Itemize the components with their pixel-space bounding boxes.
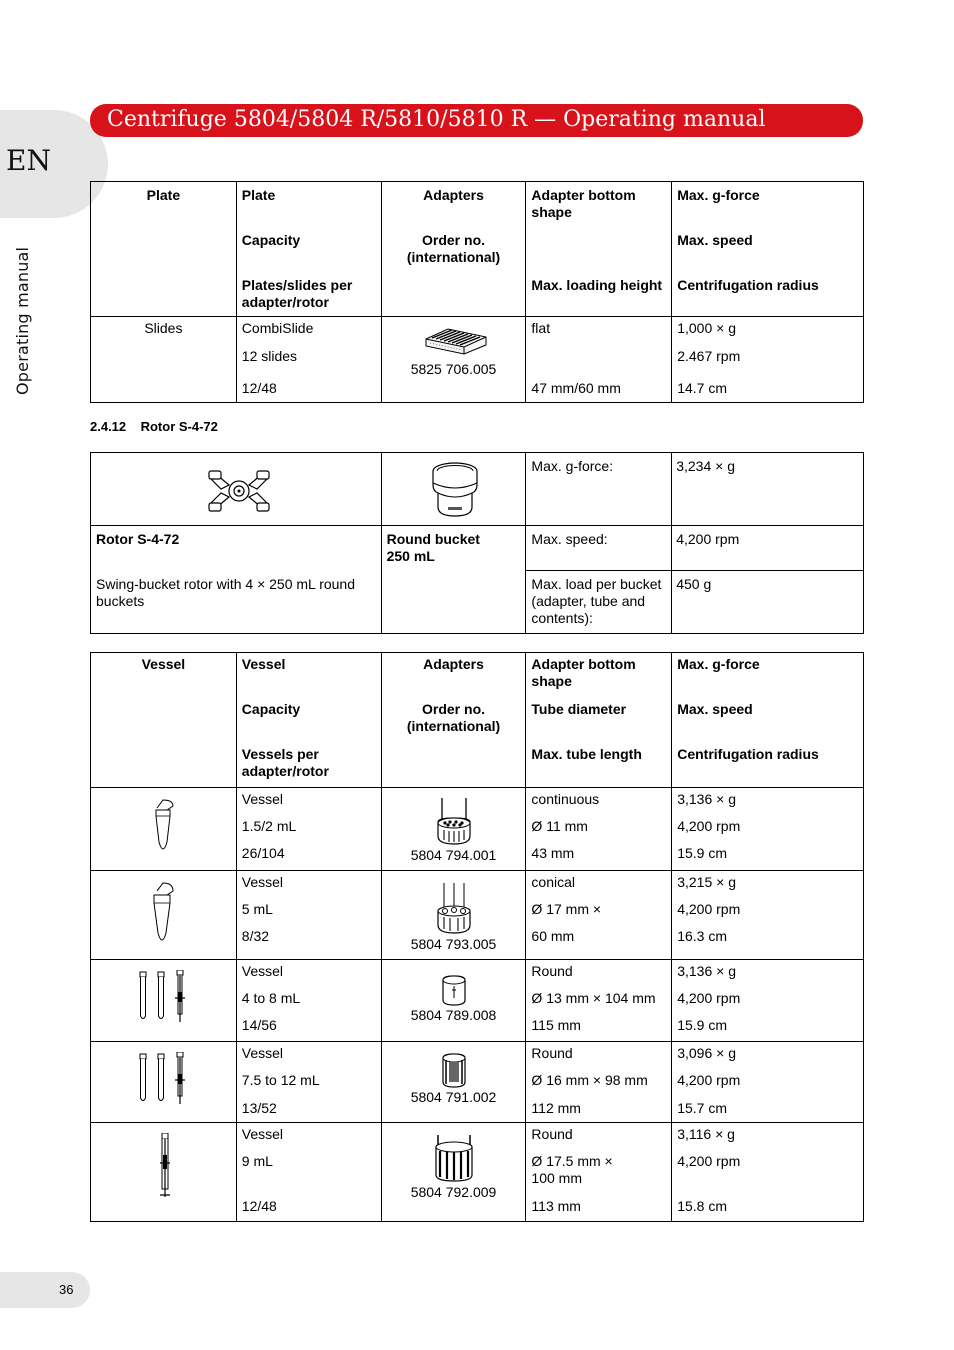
rotor-table bbox=[90, 452, 864, 634]
vessel-diameter: Ø 17.5 mm × 100 mm bbox=[531, 1153, 613, 1186]
vessel-length: 115 mm bbox=[531, 1017, 581, 1033]
vessel-per-rotor: 13/52 bbox=[241, 1100, 277, 1116]
vessel-table bbox=[90, 652, 864, 1222]
plate-header-radius: Centrifugation radius bbox=[677, 277, 819, 293]
vessel-gforce: 3,096 × g bbox=[677, 1045, 736, 1061]
vessel-speed: 4,200 rpm bbox=[677, 818, 741, 834]
vessel-radius: 15.9 cm bbox=[677, 1017, 728, 1033]
vessel-header-speed: Max. speed bbox=[677, 701, 753, 717]
vessel-length: 60 mm bbox=[531, 928, 575, 944]
vessel-table-header-row bbox=[91, 653, 864, 788]
vessel-header-order-no: Order no. (international) bbox=[406, 701, 501, 734]
vessel-header-adapters: Adapters bbox=[423, 656, 484, 672]
vessel-capacity: 7.5 to 12 mL bbox=[241, 1072, 320, 1088]
plate-header-speed: Max. speed bbox=[677, 232, 753, 248]
plate-header-per-rotor: Plates/slides per adapter/rotor bbox=[241, 277, 353, 310]
vessel-shape: conical bbox=[531, 874, 576, 890]
vessel-row bbox=[91, 1123, 864, 1222]
rotor-spec-speed-value: 4,200 rpm bbox=[676, 531, 740, 547]
vessel-header-per-rotor: Vessels per adapter/rotor bbox=[241, 746, 329, 779]
vessel-name: Vessel bbox=[241, 791, 284, 807]
vessel-gforce: 3,215 × g bbox=[677, 874, 736, 890]
vessel-speed: 4,200 rpm bbox=[677, 990, 741, 1006]
vessel-per-rotor: 8/32 bbox=[241, 928, 270, 944]
plate-header-plate: Plate bbox=[146, 187, 181, 203]
vessel-radius: 16.3 cm bbox=[677, 928, 728, 944]
section-heading: 2.4.12 Rotor S-4-72 bbox=[90, 419, 218, 434]
rotor-name: Rotor S-4-72 bbox=[96, 531, 180, 547]
plate-header-loading-height: Max. loading height bbox=[531, 277, 663, 293]
vessel-header-radius: Centrifugation radius bbox=[677, 746, 819, 762]
language-label: EN bbox=[6, 144, 51, 177]
plate-shape: flat bbox=[531, 320, 551, 336]
syringe-tube-icon bbox=[157, 1133, 173, 1199]
rotor-spec-gforce-value: 3,234 × g bbox=[676, 458, 735, 474]
plate-header-order-no: Order no. (international) bbox=[406, 232, 501, 265]
vessel-radius: 15.8 cm bbox=[677, 1198, 728, 1214]
vessel-per-rotor: 12/48 bbox=[241, 1198, 277, 1214]
adapter-794-icon bbox=[434, 796, 474, 846]
vessel-diameter: Ø 11 mm bbox=[531, 818, 588, 834]
vessel-speed: 4,200 rpm bbox=[677, 1153, 741, 1169]
vessel-header-diameter: Tube diameter bbox=[531, 701, 627, 717]
page-number-tab bbox=[0, 1272, 90, 1308]
vessel-gforce: 3,136 × g bbox=[677, 963, 736, 979]
vessel-name: Vessel bbox=[241, 874, 284, 890]
vessel-header-capacity: Capacity bbox=[241, 701, 301, 717]
plate-type: Slides bbox=[144, 320, 183, 336]
vessel-name: Vessel bbox=[241, 963, 284, 979]
bucket-name: Round bucket 250 mL bbox=[386, 531, 480, 564]
rotor-icon bbox=[207, 465, 271, 517]
vessel-row bbox=[91, 1042, 864, 1123]
plate-header-shape: Adapter bottom shape bbox=[531, 187, 636, 220]
plate-speed: 2.467 rpm bbox=[677, 348, 741, 364]
adapter-789-icon bbox=[440, 974, 468, 1006]
plate-radius: 14.7 cm bbox=[677, 380, 728, 396]
vessel-order-no: 5804 793.005 bbox=[410, 936, 497, 952]
vessel-header-length: Max. tube length bbox=[531, 746, 642, 762]
plate-header-plate-name: Plate bbox=[241, 187, 276, 203]
adapter-793-icon bbox=[434, 881, 474, 935]
vessel-header-gforce: Max. g-force bbox=[677, 656, 760, 672]
page-number: 36 bbox=[59, 1282, 74, 1297]
side-section-label: Operating manual bbox=[13, 246, 32, 395]
plate-table-header-row bbox=[91, 182, 864, 317]
page-title: Centrifuge 5804/5804 R/5810/5810 R — Operating manual bbox=[107, 107, 766, 132]
vessel-row bbox=[91, 960, 864, 1042]
vessel-header-vessel: Vessel bbox=[141, 656, 186, 672]
vessel-capacity: 1.5/2 mL bbox=[241, 818, 297, 834]
blood-tubes-icon bbox=[137, 1052, 193, 1106]
blood-tubes-icon bbox=[137, 970, 193, 1024]
plate-loading-height: 47 mm/60 mm bbox=[531, 380, 621, 396]
vessel-per-rotor: 14/56 bbox=[241, 1017, 277, 1033]
plate-capacity: 12 slides bbox=[241, 348, 298, 364]
plate-header-adapters: Adapters bbox=[423, 187, 484, 203]
vessel-length: 112 mm bbox=[531, 1100, 581, 1116]
vessel-gforce: 3,136 × g bbox=[677, 791, 736, 807]
vessel-name: Vessel bbox=[241, 1126, 284, 1142]
vessel-shape: continuous bbox=[531, 791, 600, 807]
vessel-row bbox=[91, 871, 864, 960]
vessel-order-no: 5804 791.002 bbox=[410, 1089, 497, 1105]
vessel-capacity: 4 to 8 mL bbox=[241, 990, 301, 1006]
plate-name: CombiSlide bbox=[241, 320, 314, 336]
vessel-speed: 4,200 rpm bbox=[677, 1072, 741, 1088]
plate-table bbox=[90, 181, 864, 403]
vessel-diameter: Ø 16 mm × 98 mm bbox=[531, 1072, 648, 1088]
plate-header-gforce: Max. g-force bbox=[677, 187, 760, 203]
rotor-spec-speed-label: Max. speed: bbox=[531, 531, 608, 547]
vessel-radius: 15.9 cm bbox=[677, 845, 728, 861]
vessel-per-rotor: 26/104 bbox=[241, 845, 285, 861]
vessel-radius: 15.7 cm bbox=[677, 1100, 728, 1116]
adapter-791-icon bbox=[440, 1050, 468, 1088]
vessel-row bbox=[91, 788, 864, 871]
rotor-description: Swing-bucket rotor with 4 × 250 mL round buckets bbox=[96, 575, 356, 609]
micro-tube-icon bbox=[151, 798, 179, 858]
rotor-spec-load-value: 450 g bbox=[676, 576, 712, 592]
plate-order-no: 5825 706.005 bbox=[410, 361, 497, 377]
conical-tube-icon bbox=[149, 881, 179, 947]
vessel-length: 113 mm bbox=[531, 1198, 581, 1214]
vessel-shape: Round bbox=[531, 1126, 573, 1142]
plate-gforce: 1,000 × g bbox=[677, 320, 736, 336]
vessel-order-no: 5804 794.001 bbox=[410, 847, 497, 863]
plate-header-capacity: Capacity bbox=[241, 232, 301, 248]
vessel-diameter: Ø 17 mm × bbox=[531, 901, 602, 917]
rotor-spec-load-label: Max. load per bucket (adapter, tube and contents): bbox=[531, 576, 662, 626]
vessel-gforce: 3,116 × g bbox=[677, 1126, 735, 1142]
vessel-order-no: 5804 792.009 bbox=[410, 1184, 497, 1200]
vessel-shape: Round bbox=[531, 963, 573, 979]
vessel-header-shape: Adapter bottom shape bbox=[531, 656, 636, 689]
vessel-length: 43 mm bbox=[531, 845, 575, 861]
round-bucket-icon bbox=[430, 461, 480, 519]
vessel-shape: Round bbox=[531, 1045, 573, 1061]
plate-per-rotor: 12/48 bbox=[241, 380, 277, 396]
rotor-spec-gforce-label: Max. g-force: bbox=[531, 458, 614, 474]
plate-table-row bbox=[91, 317, 864, 403]
vessel-name: Vessel bbox=[241, 1045, 284, 1061]
vessel-header-vessel-name: Vessel bbox=[241, 656, 286, 672]
vessel-order-no: 5804 789.008 bbox=[410, 1007, 497, 1023]
combislide-adapter-icon bbox=[422, 325, 490, 355]
adapter-792-icon bbox=[432, 1131, 476, 1183]
vessel-diameter: Ø 13 mm × 104 mm bbox=[531, 990, 656, 1006]
vessel-capacity: 5 mL bbox=[241, 901, 273, 917]
vessel-speed: 4,200 rpm bbox=[677, 901, 741, 917]
title-bar bbox=[90, 104, 863, 137]
vessel-capacity: 9 mL bbox=[241, 1153, 273, 1169]
